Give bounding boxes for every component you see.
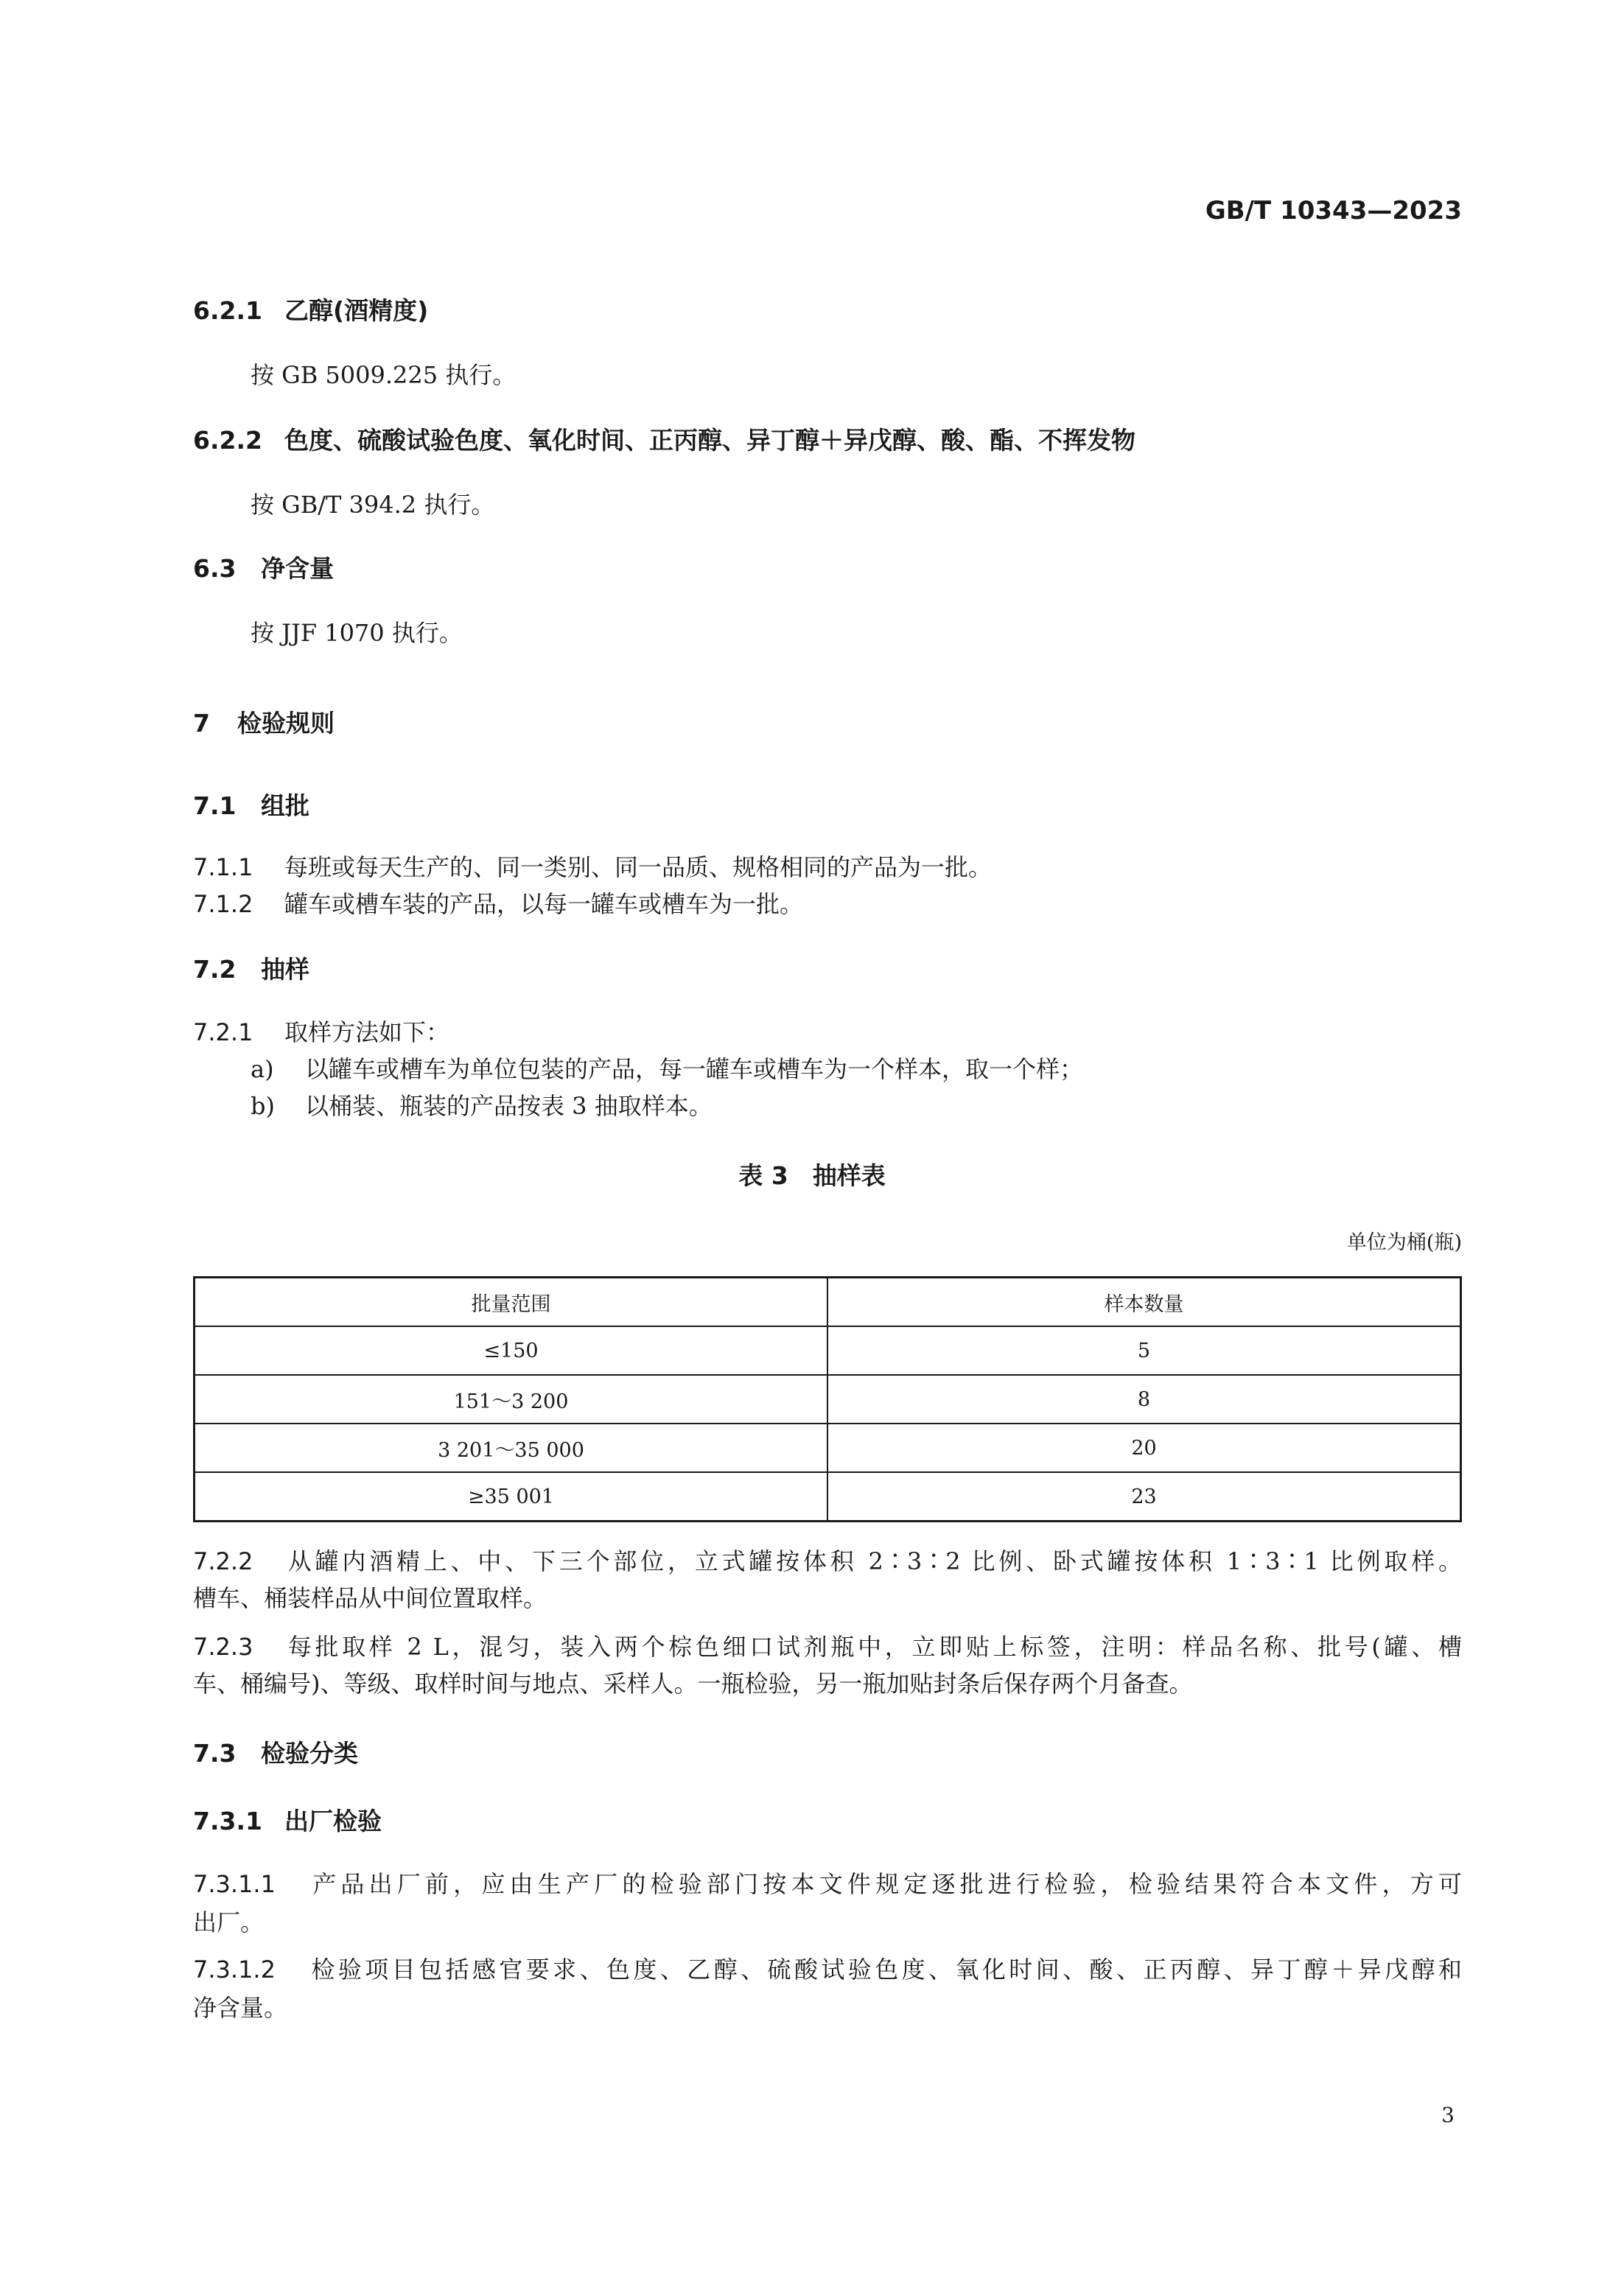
section-title: 色度、硫酸试验色度、氧化时间、正丙醇、异丁醇＋异戊醇、酸、酯、不挥发物 bbox=[284, 426, 1135, 455]
cell-sample-count: 8 bbox=[827, 1375, 1461, 1424]
page-number: 3 bbox=[1441, 2103, 1455, 2127]
clause-number: 7.1.2 bbox=[193, 890, 253, 918]
paragraph-6-2-2: 按 GB/T 394.2 执行。 bbox=[251, 491, 495, 519]
table-header-row bbox=[195, 1278, 1461, 1327]
list-text: 以桶装、瓶装的产品按表 3 抽取样本。 bbox=[305, 1092, 713, 1120]
table-caption: 表 3 抽样表 bbox=[738, 1161, 886, 1190]
paragraph-7-1-1 bbox=[193, 849, 992, 883]
clause-text: 每班或每天生产的、同一类别、同一品质、规格相同的产品为一批。 bbox=[284, 853, 993, 881]
paragraph-7-3-1-2-cont: 净含量。 bbox=[193, 1994, 288, 2022]
section-number: 6.2.1 bbox=[193, 296, 262, 325]
section-title: 净含量 bbox=[261, 554, 334, 583]
heading-7 bbox=[193, 704, 335, 739]
section-title: 乙醇(酒精度) bbox=[284, 296, 429, 325]
heading-7-3-1 bbox=[193, 1802, 382, 1837]
paragraph-line bbox=[193, 1543, 1462, 1577]
paragraph-7-2-1 bbox=[193, 1014, 449, 1048]
paragraph-7-2-2 bbox=[193, 1543, 1462, 1577]
paragraph-line bbox=[193, 1951, 1462, 1985]
section-number: 6.2.2 bbox=[193, 426, 262, 455]
section-number: 7.1 bbox=[193, 791, 237, 820]
table-unit-note: 单位为桶(瓶) bbox=[1346, 1231, 1462, 1254]
paragraph-7-1-2 bbox=[193, 886, 803, 920]
heading-6-3 bbox=[193, 550, 334, 584]
heading-7-1 bbox=[193, 787, 309, 822]
clause-text: 从罐内酒精上、中、下三个部位，立式罐按体积 2∶3∶2 比例、卧式罐按体积 1∶3∶1 比例取样。 bbox=[284, 1547, 1462, 1575]
clause-text: 罐车或槽车装的产品，以每一罐车或槽车为一批。 bbox=[284, 890, 804, 918]
clause-number: 7.3.1.2 bbox=[193, 1956, 276, 1984]
sampling-table bbox=[193, 1276, 1462, 1522]
paragraph-6-3: 按 JJF 1070 执行。 bbox=[251, 619, 463, 647]
clause-text: 取样方法如下： bbox=[284, 1018, 450, 1046]
paragraph-line bbox=[193, 1866, 1462, 1900]
clause-number: 7.2.3 bbox=[193, 1633, 253, 1661]
table-row bbox=[195, 1375, 1461, 1424]
paragraph-line bbox=[193, 1628, 1462, 1662]
cell-batch-range: ≤150 bbox=[195, 1326, 828, 1375]
cell-batch-range: ≥35 001 bbox=[195, 1472, 828, 1522]
clause-number: 7.2.2 bbox=[193, 1547, 253, 1575]
header-sample-count: 样本数量 bbox=[827, 1278, 1461, 1327]
list-text: 以罐车或槽车为单位包装的产品，每一罐车或槽车为一个样本，取一个样； bbox=[305, 1055, 1084, 1083]
section-number: 7.3 bbox=[193, 1739, 237, 1768]
standard-code: GB/T 10343—2023 bbox=[1205, 196, 1462, 225]
clause-text: 产品出厂前，应由生产厂的检验部门按本文件规定逐批进行检验，检验结果符合本文件，方可 bbox=[308, 1870, 1462, 1898]
section-title: 组批 bbox=[261, 791, 309, 820]
clause-number: 7.2.1 bbox=[193, 1018, 253, 1046]
paragraph-7-2-2-cont: 槽车、桶装样品从中间位置取样。 bbox=[193, 1584, 547, 1612]
section-number: 7 bbox=[193, 709, 210, 738]
heading-6-2-2 bbox=[193, 421, 1135, 456]
paragraph-7-3-1-2 bbox=[193, 1951, 1462, 1985]
section-number: 6.3 bbox=[193, 554, 237, 583]
paragraph-6-2-1: 按 GB 5009.225 执行。 bbox=[251, 361, 517, 389]
cell-batch-range: 3 201～35 000 bbox=[195, 1424, 828, 1472]
table-row bbox=[195, 1424, 1461, 1472]
cell-sample-count: 5 bbox=[827, 1326, 1461, 1375]
clause-number: 7.3.1.1 bbox=[193, 1870, 276, 1898]
list-item-a bbox=[251, 1051, 1083, 1085]
paragraph-7-2-3-cont: 车、桶编号)、等级、取样时间与地点、采样人。一瓶检验，另一瓶加贴封条后保存两个月备查。 bbox=[193, 1670, 1193, 1698]
list-item-b bbox=[251, 1088, 713, 1121]
cell-batch-range: 151～3 200 bbox=[195, 1375, 828, 1424]
cell-sample-count: 20 bbox=[827, 1424, 1461, 1472]
heading-7-3 bbox=[193, 1734, 358, 1769]
section-number: 7.3.1 bbox=[193, 1807, 262, 1835]
heading-6-2-1 bbox=[193, 292, 428, 326]
heading-7-2 bbox=[193, 951, 309, 985]
section-title: 出厂检验 bbox=[284, 1807, 382, 1835]
paragraph-7-2-3 bbox=[193, 1628, 1462, 1662]
section-number: 7.2 bbox=[193, 955, 237, 984]
section-title: 检验分类 bbox=[261, 1739, 358, 1768]
paragraph-7-3-1-1 bbox=[193, 1866, 1462, 1900]
section-title: 检验规则 bbox=[237, 709, 335, 738]
clause-text: 每批取样 2 L，混匀，装入两个棕色细口试剂瓶中，立即贴上标签，注明：样品名称、批号(罐、槽 bbox=[284, 1633, 1462, 1661]
list-marker: b) bbox=[251, 1092, 275, 1120]
header-batch-range: 批量范围 bbox=[195, 1278, 828, 1327]
table-row bbox=[195, 1472, 1461, 1522]
clause-number: 7.1.1 bbox=[193, 853, 253, 881]
cell-sample-count: 23 bbox=[827, 1472, 1461, 1522]
paragraph-7-3-1-1-cont: 出厂。 bbox=[193, 1908, 265, 1936]
clause-text: 检验项目包括感官要求、色度、乙醇、硫酸试验色度、氧化时间、酸、正丙醇、异丁醇＋异戊醇和 bbox=[308, 1956, 1462, 1984]
table-row bbox=[195, 1326, 1461, 1375]
section-title: 抽样 bbox=[261, 955, 309, 984]
list-marker: a) bbox=[251, 1055, 274, 1083]
